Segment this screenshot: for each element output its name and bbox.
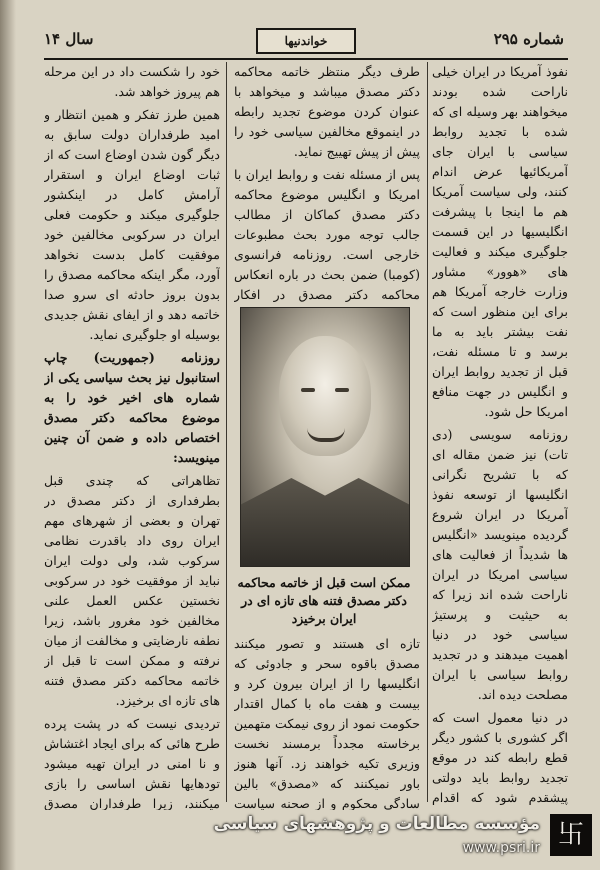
- column-rule-1: [427, 62, 428, 802]
- paragraph: خود را شکست داد در این مرحله هم پیروز خواهد شد.: [44, 64, 220, 99]
- column-middle-bottom: [234, 634, 420, 810]
- paragraph: در دنیا معمول است که اگر کشوری با کشور دیگر قطع رابطه کند در موقع تجدید روابط باید دولتی پیشقدم شود که اقدام: [432, 710, 568, 805]
- portrait-smile: [307, 428, 345, 442]
- institute-url[interactable]: www.psri.ir: [462, 840, 540, 856]
- institute-logo-icon: 卐: [550, 814, 592, 856]
- institute-watermark: [170, 810, 600, 870]
- paragraph: تظاهراتی که چندی قبل بطرفداری از دکتر مصدق در تهران و بعضی از شهرهای مهم ایران روی داد باقدرت نظامی سرکوب شد، ولی دولت ایران نباید از موفقیت خود در سرکوبی نخستین عکس العمل علنی مخالفین خود مغرور باشد، زیرا نطفه نارضایتی و مخالفت از میان نرفته و ممکن است تا قبل از خاتمه محاکمه دکتر مصدق فتنه های تازه ای برخیزد.: [44, 473, 220, 708]
- column-middle-top: [234, 62, 420, 302]
- masthead-logo: خواندنیها: [256, 28, 356, 54]
- portrait-photo: [240, 307, 410, 567]
- paragraph: پس از مسئله نفت و روابط ایران با امریکا و انگلیس موضوع محاکمه دکتر مصدق کماکان از مطالب جالب توجه مورد بحث مطبوعات خارجی است. روزنامه فرانسوی (کومبا) ضمن بحث در باره انعکاس محاکمه دکتر مصدق در افکار: [234, 167, 420, 302]
- portrait-eye-right: [335, 388, 349, 392]
- column-right: [432, 62, 568, 810]
- header-rule: [44, 58, 568, 60]
- column-rule-2: [226, 62, 227, 802]
- portrait-coat: [241, 478, 409, 566]
- paragraph: نفوذ آمریکا در ایران خیلی ناراحت شده بودند میخواهند بهر وسیله ای که شده با تجدید روابط سیاسی با ایران جای آمریکائیها عرض اندام کنند، ولی سیاست آمریکا هم ما اینجا با پیشرفت انگلیسیها در این قسمت جلوگیری میکند و فعالیت های «هوور» مشاور وزارت خارجه آمریکا هم برای این منظور است که نفت بیشتر باید به ما برسد و تا مسئله نفت، قبل از تجدید روابط ایران و انگلیس در جهت منافع امریکا حل شود.: [432, 64, 568, 419]
- issue-number: شماره ۲۹۵: [493, 30, 564, 48]
- page-header: [44, 28, 564, 54]
- institute-name: مؤسسه مطالعات و پژوهشهای سیاسی: [213, 814, 540, 834]
- column-left: [44, 62, 220, 810]
- photo-caption: ممکن است قبل از خاتمه محاکمه دکتر مصدق فتنه های تازه ای در ایران برخیزد: [237, 575, 411, 626]
- binding-shadow: [0, 0, 16, 870]
- paragraph: روزنامه سویسی (دی تات) نیز ضمن مقاله ای که با تشریح نگرانی انگلیسها از توسعه نفوذ آمریکا در ایران شروع گردیده مینویسد «انگلیس ها شدیداً از فعالیت های سیاسی امریکا در ایران ناراحت شده اند زیرا که به حیثیت و پرستیژ سیاسی خود در دنیا اهمیت میدهند و در تجدید روابط سیاسی با ایران مصلحت دیده اند.: [432, 427, 568, 702]
- portrait-eye-left: [301, 388, 315, 392]
- paragraph: همین طرز تفکر و همین انتظار و امید طرفداران دولت سابق به دیگر گون شدن اوضاع است که از ثبات اوضاع ایران و استقرار آرامش کامل در اینکشور جلوگیری میکند و حکومت فعلی ایران در سرکوبی مخالفین خود موفقیت کامل بدست نخواهد آورد، مگر اینکه محاکمه مصدق را بدون بروز حادثه ای سرو صدا خاتمه دهد و از ایفای نقش جدیدی بوسیله او جلوگیری نماید.: [44, 107, 220, 342]
- paragraph: تردیدی نیست که در پشت پرده طرح هائی که برای ایجاد اغتشاش و نا امنی در ایران تهیه میشود تودهایها نقش اساسی را بازی میکنند، زیرا طرفداران مصدق: [44, 716, 220, 810]
- paragraph: تازه ای هستند و تصور میکنند مصدق باقوه سحر و جادوئی که انگلیسها را از ایران بیرون کرد و بیست و هفت ماه با کمال اقتدار حکومت نمود از روی نیمکت متهمین برخاسته مجدداً برمسند نخست وزیری تکیه خواهند زد. آنها هنوز باور نمیکنند که «مصدق» بالین سادگی محکوم و از صحنه سیاست: [234, 636, 420, 810]
- portrait-face: [279, 336, 371, 456]
- paragraph: طرف دیگر منتظر خاتمه محاکمه دکتر مصدق میباشد و میخواهد با عنوان کردن موضوع تجدید رابطه در اینموقع مخالفین سیاسی خود را پیش از پیش تهییج نماید.: [234, 64, 420, 159]
- paragraph: روزنامه (جمهوریت) چاپ استانبول نیز بحث سیاسی یکی از شماره های اخیر خود را به موضوع محاکمه دکتر مصدق اختصاص داده و ضمن آن چنین مینویسد:: [44, 350, 220, 465]
- year-label: سال ۱۴: [44, 30, 94, 48]
